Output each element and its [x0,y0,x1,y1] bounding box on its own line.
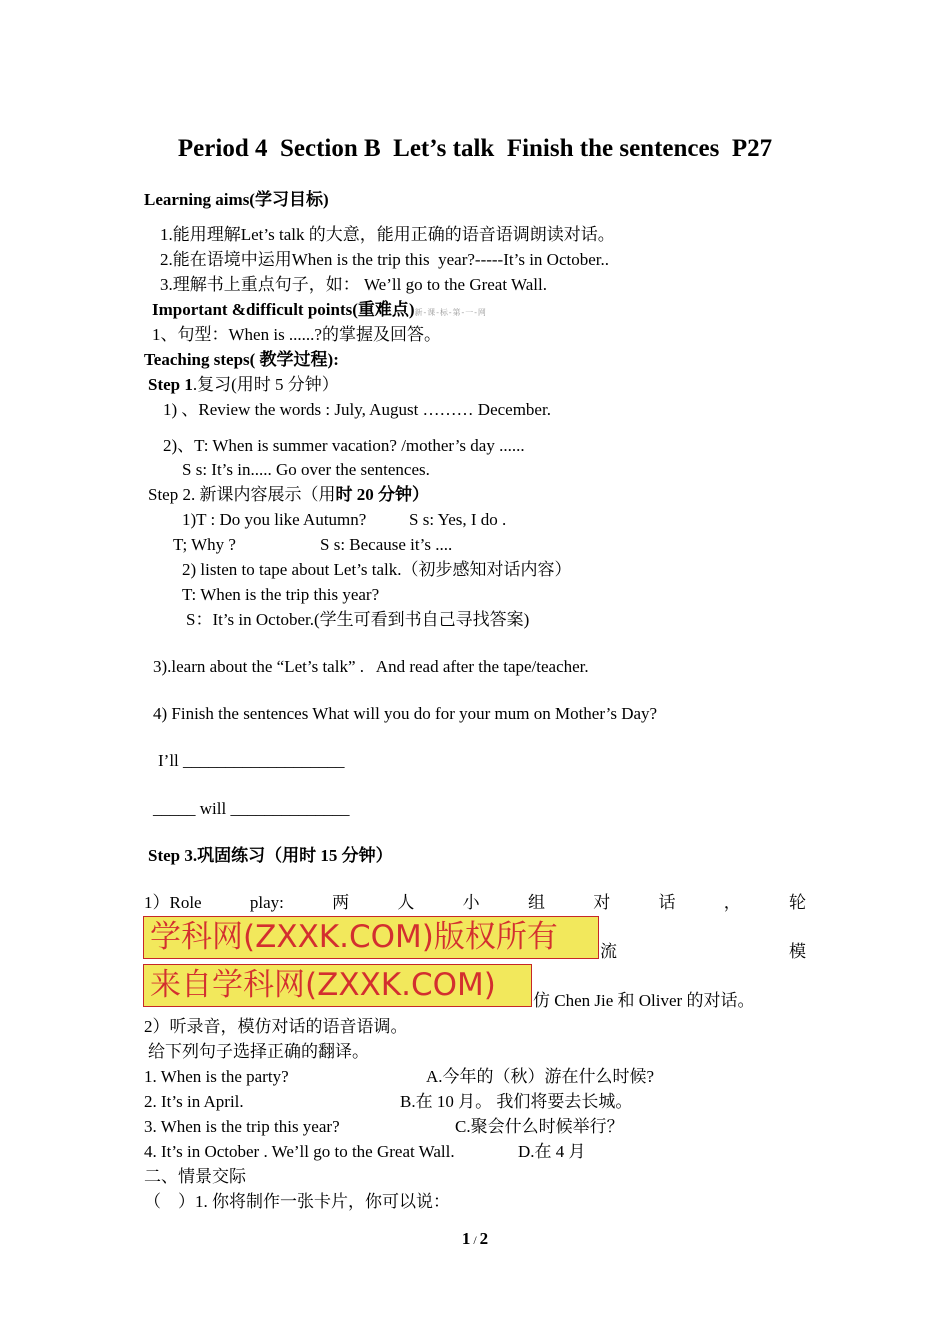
step2-label-bold: 时 20 分钟） [335,485,429,504]
role-word: 小 [462,893,480,912]
role-play-line [144,892,806,914]
step2-line-1b: S s: Yes, I do . [409,510,507,529]
role-word: 对 [593,893,611,912]
fill-blank-1: I’ll ___________________ [158,751,345,770]
important-points-line [152,299,487,324]
step2-line-3: 2) listen to tape about Let’s talk.（初步感知对话内容） [182,560,572,579]
step2-line-1a: 1)T : Do you like Autumn? [182,510,367,529]
tiny-watermark-text: 新-课-标-第-一-网 [414,308,487,317]
fill-blank-2: _____ will ______________ [153,799,350,818]
role-word: 1）Role [144,893,202,912]
teaching-heading: Teaching steps( 教学过程): [144,350,339,369]
page-current: 1 [461,1229,471,1248]
aim-item-3: 3.理解书上重点句子，如： We’ll go to the Great Wall. [160,275,547,294]
page-number [0,1228,950,1251]
page-total: 2 [479,1229,489,1248]
role-word: 话 [658,893,676,912]
match-question-4: 4. It’s in October . We’ll go to the Great Wall. [144,1142,455,1161]
match-answer-a: A.今年的（秋）游在什么时候? [426,1067,655,1086]
role-play-tail: 仿 Chen Jie 和 Oliver 的对话。 [533,991,755,1010]
step2-label: Step 2. 新课内容展示（用 [148,485,336,504]
step2-line-6: 3).learn about the “Let’s talk” . And read after the tape/teacher. [153,657,589,676]
page-title: Period 4 Section B Let’s talk Finish the sentences P27 [177,135,773,162]
role-word: 两 [332,893,350,912]
match-answer-d: D.在 4 月 [518,1142,586,1161]
section2-question-1: （ ）1. 你将制作一张卡片，你可以说： [144,1192,450,1211]
step3-heading: Step 3.巩固练习（用时 15 分钟） [148,846,393,865]
row2-word-1: 流 [600,942,617,961]
role-word: 人 [397,893,415,912]
step2-heading [148,484,429,506]
copyright-watermark-1: 学科网(ZXXK.COM)版权所有 [143,916,599,959]
step2-line-4: T: When is the trip this year? [182,585,380,604]
aim-item-1: 1.能用理解Let’s talk 的大意，能用正确的语音语调朗读对话。 [160,225,615,244]
match-answer-c: C.聚会什么时候举行？ [455,1117,624,1136]
step1-line-3: S s: It’s in..... Go over the sentences. [182,460,430,479]
role-word: ， [723,893,741,912]
match-question-3: 3. When is the trip this year? [144,1117,340,1136]
step1-label: Step 1 [148,375,193,394]
role-word: 轮 [789,893,806,912]
learning-aims-heading: Learning aims(学习目标) [144,190,329,209]
section2-heading: 二、情景交际 [144,1167,246,1186]
important-item: 1、句型：When is ......?的掌握及回答。 [152,325,441,344]
aim-item-2: 2.能在语境中运用When is the trip this year?-----It’s in October.. [160,250,609,269]
step3-line-3: 给下列句子选择正确的翻译。 [148,1042,369,1061]
match-question-1: 1. When is the party? [144,1067,289,1086]
step2-line-5: S：It’s in October.(学生可看到书自己寻找答案) [186,610,530,629]
important-heading: Important &difficult points(重难点) [152,300,415,319]
row2-word-2: 模 [789,942,806,961]
step1-line-2: 2)、T: When is summer vacation? /mother’s day ...... [163,436,525,455]
step2-line-7: 4) Finish the sentences What will you do for your mum on Mother’s Day? [153,704,658,723]
copyright-watermark-2: 来自学科网(ZXXK.COM) [143,964,532,1007]
match-question-2: 2. It’s in April. [144,1092,244,1111]
role-word: 组 [527,893,545,912]
match-answer-b: B.在 10 月。 我们将要去长城。 [400,1092,633,1111]
step2-line-2b: S s: Because it’s .... [320,535,453,554]
page-separator: / [470,1233,480,1247]
step1-text: .复习(用时 5 分钟） [192,375,339,394]
role-word: play: [249,893,284,912]
step1-line-1: 1) 、Review the words : July, August ……… December. [163,400,551,419]
step3-line-2: 2）听录音，模仿对话的语音语调。 [144,1017,408,1036]
step1-heading [148,374,339,396]
step2-line-2a: T; Why ? [173,535,236,554]
